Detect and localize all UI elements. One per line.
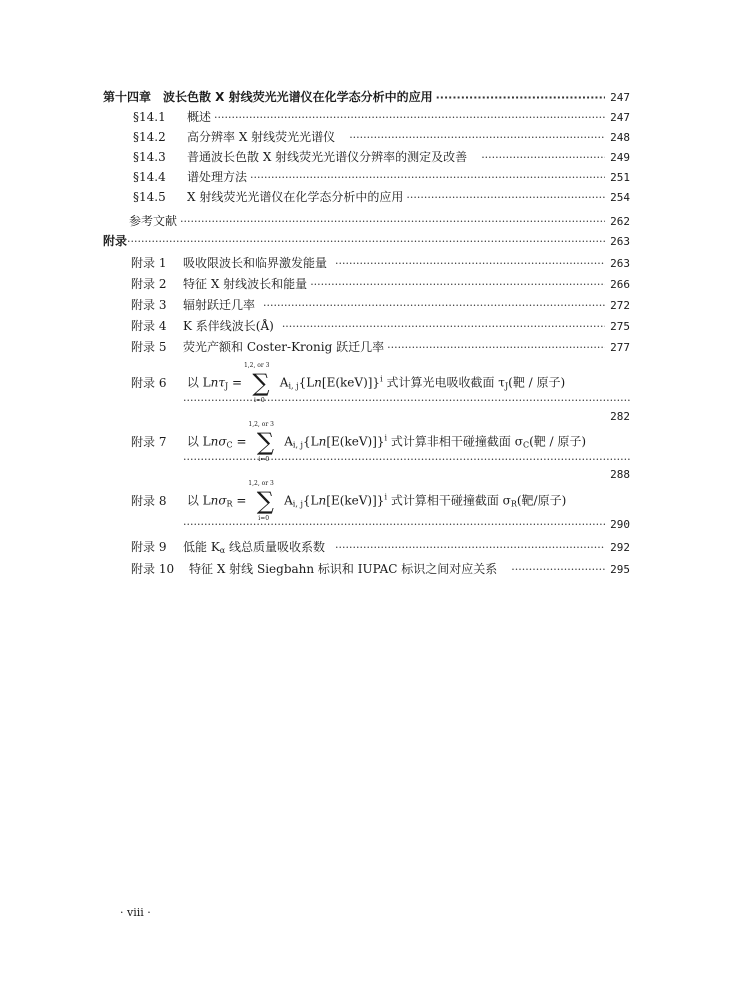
page-number: 272 <box>610 299 630 312</box>
sigma-icon: ∑ <box>252 369 270 397</box>
sum-upper: 1,2, or 3 <box>248 421 274 428</box>
appendix-item-title-sub: α <box>219 546 226 555</box>
formula-sub: R <box>226 499 233 509</box>
page-number: 263 <box>610 235 630 248</box>
appendix-item-title: 辐射跃迁几率 <box>183 298 256 312</box>
appendix-item-title: 特征 X 射线波长和能量 <box>183 277 308 291</box>
sum-lower: i=0 <box>258 515 270 522</box>
page-number: 292 <box>610 541 630 554</box>
page-number: 249 <box>610 151 630 164</box>
formula-body-mid: {L <box>298 375 315 390</box>
formula-var: nτ <box>210 375 225 390</box>
formula-desc: 式计算非相干碰撞截面 σ <box>390 434 523 449</box>
section-title: 高分辨率 X 射线荧光光谱仪 <box>187 130 336 144</box>
toc-section[interactable] <box>133 147 630 167</box>
sum-lower: i=0 <box>258 456 270 463</box>
section-title: X 射线荧光光谱仪在化学态分析中的应用 <box>187 190 404 204</box>
formula-prefix: 以 L <box>186 375 211 390</box>
section-title: 概述 <box>187 110 212 124</box>
leader-dots <box>183 450 630 470</box>
sigma-icon: ∑ <box>256 487 274 515</box>
page-number: 288 <box>610 468 630 481</box>
leader-dots <box>183 391 630 411</box>
appendix-number: 附录 6 <box>131 375 167 390</box>
toc-appendix-formula-leader[interactable] <box>183 515 630 535</box>
equals-sign: = <box>232 375 243 390</box>
leader-dots <box>511 560 605 580</box>
leader-dots <box>387 338 605 358</box>
section-number: §14.1 <box>133 110 166 124</box>
formula-body-mid: {L <box>302 493 319 508</box>
formula-sub: J <box>225 381 229 391</box>
page-number: 275 <box>610 320 630 333</box>
formula-desc: 式计算相干碰撞截面 σ <box>390 493 511 508</box>
formula-body-sup: i <box>384 433 388 443</box>
references-title: 参考文献 <box>129 214 178 228</box>
section-title: 谱处理方法 <box>187 170 248 184</box>
page-number: 263 <box>610 257 630 270</box>
appendix-item-title: 特征 X 射线 Siegbahn 标识和 IUPAC 标识之间对应关系 <box>189 562 498 576</box>
leader-dots <box>282 317 605 337</box>
appendix-item-title: 低能 K <box>183 540 220 554</box>
appendix-number: 附录 5 <box>131 340 167 354</box>
formula-body-end: [E(keV)]} <box>326 434 385 449</box>
appendix-number: 附录 3 <box>131 298 167 312</box>
formula-prefix: 以 L <box>186 493 211 508</box>
leader-dots <box>180 212 605 232</box>
formula-desc-end: (靶/原子) <box>516 493 567 508</box>
summation <box>248 480 280 522</box>
toc-appendix-item[interactable] <box>131 537 630 557</box>
section-number: §14.2 <box>133 130 166 144</box>
section-number: §14.5 <box>133 190 166 204</box>
formula-desc-sub: J <box>504 381 509 391</box>
toc-appendix[interactable] <box>103 231 630 251</box>
toc-appendix-formula-page <box>593 407 630 427</box>
formula-prefix: 以 L <box>186 434 211 449</box>
sum-lower: i=0 <box>253 397 265 404</box>
toc-appendix-item[interactable] <box>131 253 630 273</box>
toc-appendix-item[interactable] <box>131 337 630 357</box>
equals-sign: = <box>236 493 247 508</box>
appendix-item-title: 荧光产额和 Coster-Kronig 跃迁几率 <box>183 340 385 354</box>
leader-dots <box>310 275 605 295</box>
formula-desc-end: (靶 / 原子) <box>529 434 587 449</box>
formula-body-end: [E(keV)]} <box>321 375 381 390</box>
leader-dots <box>250 168 605 188</box>
formula-body: A <box>284 434 293 449</box>
leader-dots <box>481 148 605 168</box>
formula-body-sup: i <box>384 492 387 502</box>
page-number: 295 <box>610 563 630 576</box>
page-number: 290 <box>610 518 630 531</box>
toc-appendix-formula-leader <box>183 450 630 470</box>
formula-body-var: n <box>318 434 327 449</box>
toc-section[interactable] <box>133 127 630 147</box>
formula-desc-sub: C <box>522 440 530 450</box>
formula-desc-sub: R <box>510 499 517 509</box>
appendix-item-title: 吸收限波长和临界激发能量 <box>183 256 328 270</box>
sigma-icon: ∑ <box>256 428 274 456</box>
sum-upper: 1,2, or 3 <box>248 480 274 487</box>
leader-dots <box>406 188 605 208</box>
formula-desc: 式计算光电吸收截面 τ <box>386 375 505 390</box>
leader-dots <box>436 88 605 108</box>
formula-desc-end: (靶 / 原子) <box>508 375 566 390</box>
toc-chapter[interactable] <box>103 87 630 107</box>
toc-appendix-item[interactable] <box>131 559 630 579</box>
section-title: 普通波长色散 X 射线荧光光谱仪分辨率的测定及改善 <box>187 150 468 164</box>
toc-references[interactable] <box>129 211 630 231</box>
leader-dots <box>127 232 605 252</box>
leader-dots <box>349 128 605 148</box>
page-number: 282 <box>610 410 630 423</box>
page-number: 266 <box>610 278 630 291</box>
formula-body-sub: i, j <box>292 499 303 509</box>
formula-body-end: [E(keV)]} <box>326 493 385 508</box>
formula-body-sup: i <box>380 374 383 384</box>
chapter-title: 第十四章 波长色散 X 射线荧光光谱仪在化学态分析中的应用 <box>103 90 433 104</box>
formula-body-var: n <box>318 493 327 508</box>
formula-var: nσ <box>210 493 227 508</box>
formula-body-sub: i, j <box>288 381 299 391</box>
appendix-number: 附录 10 <box>131 562 175 576</box>
formula-body: A <box>284 493 293 508</box>
toc-section[interactable] <box>133 107 630 127</box>
toc-appendix-item[interactable] <box>131 295 630 315</box>
page-number: 247 <box>610 111 630 124</box>
appendix-item-title: K 系伴线波长(Å) <box>183 319 274 333</box>
leader-dots <box>335 254 605 274</box>
formula-body-mid: {L <box>303 434 319 449</box>
appendix-number: 附录 8 <box>131 493 167 508</box>
appendix-number: 附录 7 <box>131 434 167 449</box>
toc-appendix-item[interactable] <box>131 316 630 336</box>
toc-appendix-formula-leader <box>183 391 630 411</box>
appendix-number: 附录 4 <box>131 319 167 333</box>
sum-upper: 1,2, or 3 <box>243 362 270 369</box>
appendix-title: 附录 <box>103 234 128 248</box>
section-number: §14.3 <box>133 150 166 164</box>
appendix-number: 附录 1 <box>131 256 167 270</box>
formula-var: nσ <box>210 434 227 449</box>
page-footer: · viii · <box>120 906 151 919</box>
appendix-number: 附录 9 <box>131 540 167 554</box>
leader-dots <box>335 538 605 558</box>
appendix-item-title-end: 线总质量吸收系数 <box>225 540 326 554</box>
formula-body: A <box>279 375 289 390</box>
page-number: 251 <box>610 171 630 184</box>
toc-section[interactable] <box>133 167 630 187</box>
formula-body-sub: i, j <box>292 440 304 450</box>
page-number: 277 <box>610 341 630 354</box>
equals-sign: = <box>236 434 247 449</box>
section-number: §14.4 <box>133 170 166 184</box>
appendix-number: 附录 2 <box>131 277 167 291</box>
leader-dots <box>214 108 605 128</box>
page-number: 247 <box>610 91 630 104</box>
toc-section[interactable] <box>133 187 630 207</box>
toc-appendix-formula[interactable] <box>131 480 567 522</box>
toc-appendix-formula-page <box>593 465 630 485</box>
formula-body-var: n <box>314 375 322 390</box>
formula-sub: C <box>226 440 233 450</box>
leader-dots <box>263 296 605 316</box>
leader-dots <box>183 515 605 535</box>
page-number: 262 <box>610 215 630 228</box>
page-number: 254 <box>610 191 630 204</box>
toc-appendix-item[interactable] <box>131 274 630 294</box>
page-number: 248 <box>610 131 630 144</box>
